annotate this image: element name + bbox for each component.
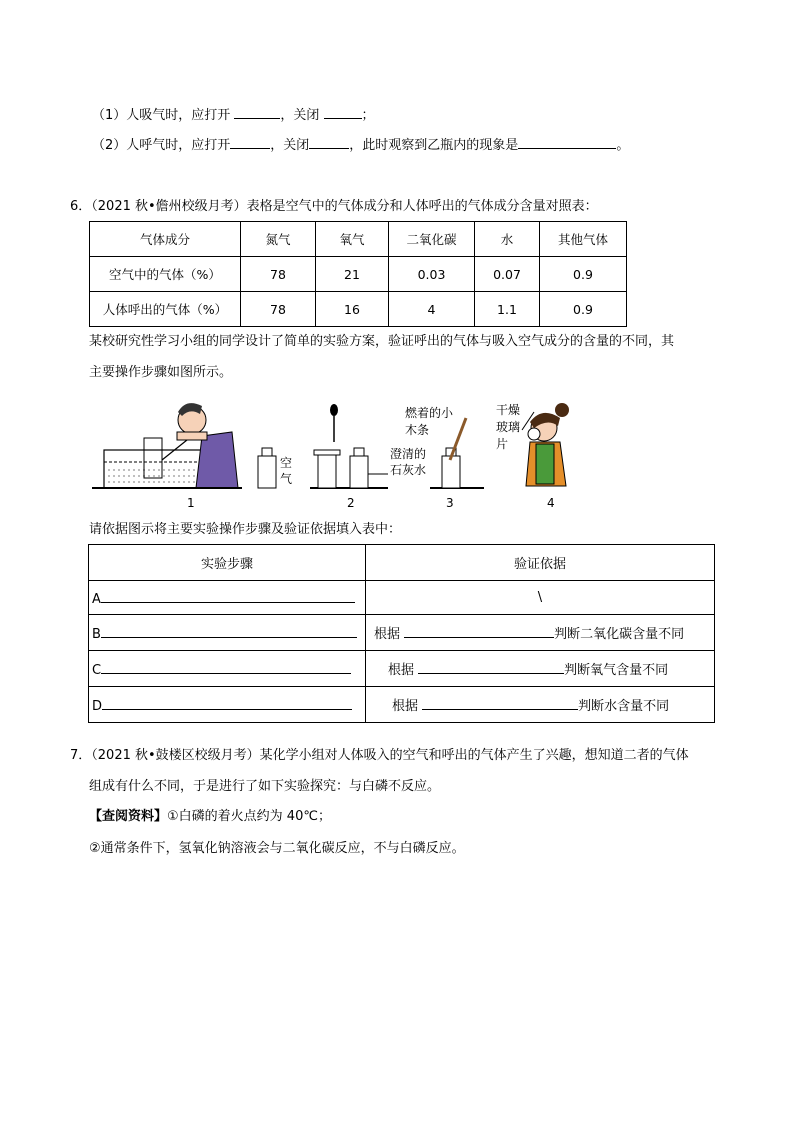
- q7-line-2: 组成有什么不同，于是进行了如下实验探究：与白磷不反应。: [89, 779, 441, 794]
- figure-step-1: [92, 403, 276, 488]
- table-header: 实验步骤: [89, 545, 366, 581]
- figure-number: 1: [187, 496, 195, 510]
- figure-label-glass: 干燥玻璃片: [496, 403, 521, 451]
- figure-number: 3: [446, 496, 454, 510]
- answer-blank[interactable]: [101, 588, 355, 603]
- q5-line-2: （2）人呼气时，应打开 ，关闭 ，此时观察到乙瓶内的现象是 。: [92, 134, 629, 155]
- figure-label-limewater: 澄清的石灰水: [390, 447, 427, 477]
- figure-number: 4: [547, 496, 555, 510]
- gas-composition-table: [89, 221, 627, 327]
- experiment-steps-table: [88, 544, 715, 723]
- q5-line-1: （1）人吸气时，应打开 ，关闭 ；: [92, 104, 375, 125]
- q6-para-2: 主要操作步骤如图所示。: [89, 365, 233, 380]
- q6-header: 6．（2021 秋•儋州校级月考）表格是空气中的气体成分和人体呼出的气体成分含量对照表：: [70, 199, 598, 214]
- table-row: 空气中的气体（%） 78 21 0.03 0.07 0.9: [90, 257, 627, 292]
- answer-blank[interactable]: [422, 695, 578, 710]
- table-header: 气体成分: [90, 222, 241, 257]
- blank[interactable]: [234, 104, 280, 119]
- figure-number: 2: [347, 496, 355, 510]
- table-row: D 根据 判断水含量不同: [89, 687, 715, 723]
- blank[interactable]: [324, 104, 362, 119]
- table-row: C 根据 判断氧气含量不同: [89, 651, 715, 687]
- table-header: 水: [475, 222, 540, 257]
- figure-label-stick: 燃着的小木条: [405, 406, 454, 437]
- answer-blank[interactable]: [418, 659, 564, 674]
- table-header: 氮气: [241, 222, 316, 257]
- table-header: 验证依据: [366, 545, 715, 581]
- q6-instruction: 请依据图示将主要实验操作步骤及验证依据填入表中：: [89, 522, 402, 537]
- answer-blank[interactable]: [102, 695, 352, 710]
- answer-blank[interactable]: [404, 623, 554, 638]
- q7-line-4: ②通常条件下，氢氧化钠溶液会与二氧化碳反应，不与白磷反应。: [89, 841, 465, 856]
- blank[interactable]: [518, 134, 616, 149]
- table-header: 其他气体: [540, 222, 627, 257]
- table-header: 二氧化碳: [389, 222, 475, 257]
- q6-para-1: 某校研究性学习小组的同学设计了简单的实验方案，验证呼出的气体与吸入空气成分的含量的不同，其: [89, 334, 675, 349]
- figure-step-2: [310, 404, 388, 488]
- figure-step-4: [522, 403, 569, 486]
- table-row: A \: [89, 581, 715, 615]
- table-row: 人体呼出的气体（%） 78 16 4 1.1 0.9: [90, 292, 627, 327]
- table-row: B 根据 判断二氧化碳含量不同: [89, 615, 715, 651]
- figure-label-air: 空气: [280, 456, 293, 486]
- table-header: 氧气: [316, 222, 389, 257]
- blank[interactable]: [309, 134, 349, 149]
- answer-blank[interactable]: [101, 659, 351, 674]
- blank[interactable]: [230, 134, 270, 149]
- q7-line-3: 【查阅资料】①白磷的着火点约为 40℃；: [89, 809, 331, 824]
- answer-blank[interactable]: [101, 623, 357, 638]
- q7-line-1: 7．（2021 秋•鼓楼区校级月考）某化学小组对人体吸入的空气和呼出的气体产生了兴趣，想知道二者的气体: [70, 748, 689, 763]
